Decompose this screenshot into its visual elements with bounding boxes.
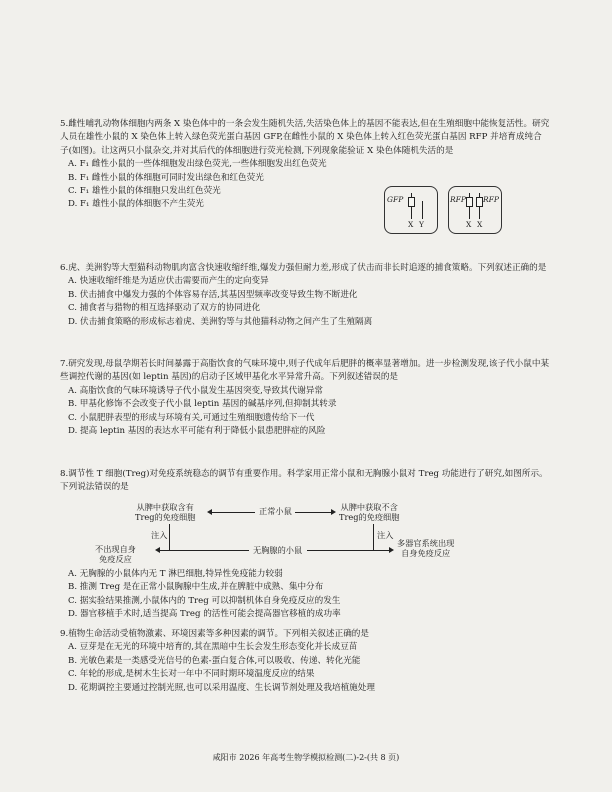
rfp-label-right: RFP — [483, 195, 499, 204]
athymic-mouse-label: 无胸腺的小鼠 — [253, 545, 303, 555]
question-7 — [60, 358, 550, 438]
question-5-option-a: A. F₁ 雌性小鼠的一些体细胞发出绿色荧光,一些体细胞发出红色荧光 — [68, 159, 327, 170]
question-7-option-b: B. 甲基化修饰不会改变子代小鼠 leptin 基因的碱基序列,但抑制其转录 — [68, 399, 337, 410]
box-without-treg: 从脾中获取不含 Treg的免疫细胞 — [339, 502, 400, 522]
bottom-arrow-left — [155, 547, 160, 553]
bottom-line-left — [159, 550, 249, 551]
question-8 — [60, 468, 550, 495]
autoimmune-outcome: 多器官系统出现 自身免疫反应 — [397, 538, 455, 558]
question-6-option-a: A. 快速收缩纤维是为适应伏击需要而产生的定向变异 — [68, 276, 269, 287]
gfp-label: GFP — [387, 195, 404, 204]
chromosome-figure — [384, 186, 502, 234]
no-autoimmune-outcome: 不出现自身 免疫反应 — [95, 544, 136, 564]
inject-line-left — [169, 524, 170, 550]
rfp-label-left: RFP — [450, 195, 466, 204]
chrom-label-x1: X — [466, 220, 472, 229]
question-9-option-d: D. 花期调控主要通过控制光照,也可以采用温度、生长调节剂处理及我培植施处理 — [68, 682, 375, 693]
chrom-label-x2: X — [477, 220, 483, 229]
y-chromosome — [422, 201, 423, 219]
male-cell-box — [384, 186, 438, 234]
inject-label-left: 注入 — [151, 530, 168, 540]
bottom-arrow-right — [389, 547, 394, 553]
question-8-options — [60, 568, 550, 622]
question-6-option-c: C. 捕食者与猎物的相互选择驱动了双方的协同进化 — [68, 303, 261, 314]
question-7-option-a: A. 高脂饮食的气味环境诱导子代小鼠发生基因突变,导致其代谢异常 — [68, 385, 324, 396]
gfp-gene-marker — [408, 197, 415, 207]
question-8-option-b: B. 推测 Treg 是在正常小鼠胸腺中生成,并在脾脏中成熟、集中分布 — [68, 582, 324, 593]
chrom-label-y: Y — [419, 220, 424, 229]
question-5-option-b: B. F₁ 雌性小鼠的体细胞可同时发出绿色和红色荧光 — [68, 172, 264, 183]
rfp-gene-marker-1 — [466, 197, 473, 207]
question-9-option-b: B. 光敏色素是一类感受光信号的色素-蛋白复合体,可以吸收、传递、转化光能 — [68, 655, 361, 666]
normal-mouse-label: 正常小鼠 — [259, 506, 292, 516]
question-5-stem: 5.雌性哺乳动物体细胞内两条 X 染色体中的一条会发生随机失活,失活染色体上的基因不能表达,但在生殖细胞中能恢复活性。研究人员在雄性小鼠的 X 染色体上转入绿色荧光蛋白基因 GFP,在雌性小鼠的 X 染色体上转入红色荧光蛋白基因 RFP 并培育成纯合子(如图)。让这两只小鼠杂交,并对其后代的体细胞进行荧光检测,下列现象能验证 X 染色体随机失活的是 — [60, 119, 550, 156]
arrow-head-left — [207, 509, 212, 515]
question-6-option-b: B. 伏击捕食中爆发力强的个体容易存活,其基因型频率改变导致生物不断进化 — [68, 289, 358, 300]
question-8-option-a: A. 无胸腺的小鼠体内无 T 淋巴细胞,特异性免疫能力较弱 — [68, 569, 283, 579]
bottom-line-right — [307, 550, 391, 551]
arrow-line-left — [211, 512, 255, 513]
inject-line-right — [373, 524, 374, 550]
question-8-stem: 8.调节性 T 细胞(Treg)对免疫系统稳态的调节有重要作用。科学家用正常小鼠和无胸腺小鼠对 Treg 功能进行了研究,如图所示。下列说法错误的是 — [60, 469, 548, 493]
question-5-option-c: C. F₁ 雄性小鼠的体细胞只发出红色荧光 — [68, 186, 221, 197]
question-7-option-d: D. 提高 leptin 基因的表达水平可能有利于降低小鼠患肥胖症的风险 — [68, 426, 326, 437]
question-6-stem: 6.虎、美洲豹等大型猫科动物肌肉富含快速收缩纤维,爆发力强但耐力差,形成了伏击而非长时追逐的捕食策略。下列叙述正确的是 — [60, 263, 547, 273]
question-9-option-c: C. 年轮的形成,是树木生长对一年中不同时期环境温度反应的结果 — [68, 669, 315, 680]
question-7-option-c: C. 小鼠肥胖表型的形成与环境有关,可通过生殖细胞遗传给下一代 — [68, 412, 315, 423]
question-8-option-c: C. 据实验结果推测,小鼠体内的 Treg 可以抑制机体自身免疫反应的发生 — [68, 595, 341, 606]
arrow-head-right — [331, 509, 336, 515]
question-5-option-d: D. F₁ 雄性小鼠的体细胞不产生荧光 — [68, 199, 204, 210]
treg-experiment-diagram — [95, 500, 455, 566]
box-with-treg: 从脾中获取含有 Treg的免疫细胞 — [135, 502, 196, 522]
question-6 — [60, 262, 550, 329]
question-9-stem: 9.植物生命活动受植物激素、环境因素等多种因素的调节。下列相关叙述正确的是 — [60, 629, 369, 639]
arrow-line-right — [295, 512, 333, 513]
female-cell-box — [448, 186, 502, 234]
question-7-stem: 7.研究发现,母鼠孕期若长时间暴露于高脂饮食的气味环境中,则子代成年后肥胖的概率显著增加。进一步检测发现,该子代小鼠中某些调控代谢的基因(如 leptin 基因)的启动子区域甲基化水平异常升高。下列叙述错误的是 — [60, 359, 550, 383]
question-9 — [60, 628, 550, 695]
chrom-label-x: X — [408, 220, 414, 229]
question-8-option-d: D. 器官移植手术时,适当提高 Treg 的活性可能会提高器官移植的成功率 — [68, 609, 341, 620]
page-footer: 咸阳市 2026 年高考生物学模拟检测(二)-2-(共 8 页) — [212, 753, 400, 762]
rfp-gene-marker-2 — [476, 197, 483, 207]
question-9-option-a: A. 豆芽是在无光的环境中培育的,其在黑暗中生长会发生形态变化并长成豆苗 — [68, 642, 358, 653]
question-6-option-d: D. 伏击捕食策略的形成标志着虎、美洲豹等与其他猫科动物之间产生了生殖隔离 — [68, 316, 373, 327]
inject-label-right: 注入 — [377, 530, 394, 540]
